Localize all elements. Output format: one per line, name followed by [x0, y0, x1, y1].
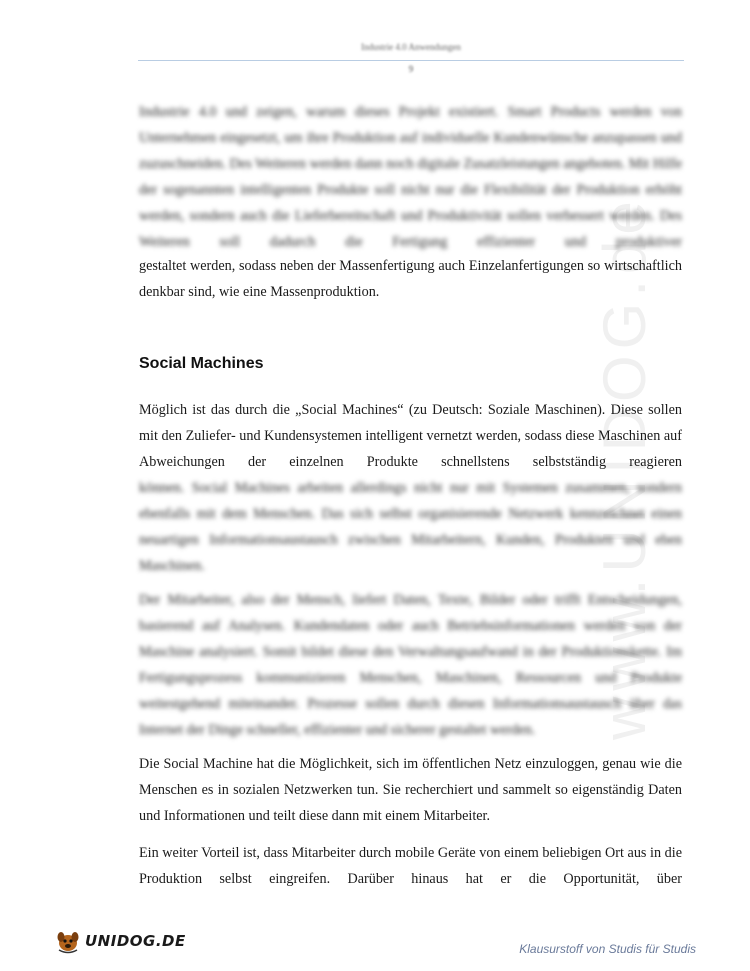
paragraph-intro-visible: gestaltet werden, sodass neben der Massenfertigung auch Einzelanfertigungen so wirtschaftlich denkbar sind, wie eine Massenproduktion.	[139, 258, 682, 300]
paragraph-mobile-devices: Ein weiter Vorteil ist, dass Mitarbeiter durch mobile Geräte von einem beliebigen Ort aus in die Produktion selbst eingreifen. Darüber hinaus hat er die Opportunität, über	[139, 845, 682, 887]
paragraph-social-machines: Möglich ist das durch die „Social Machines“ (zu Deutsch: Soziale Maschinen). Diese sollen mit den Zuliefer- und Kundensystemen intelligent vernetzt werden, sodass diese Maschinen auf Abweichungen der einzelnen Produkte schnellstens selbstständig reagieren	[139, 402, 682, 470]
paragraph-blurred-2: können. Social Machines arbeiten allerdings nicht nur mit Systemen zusammen, sondern ebenfalls mit dem Menschen. Das sich selbst organisierende Netzwerk kennzeichnet einen neuartigen Informationsaustausch zwischen Mitarbeitern, Kunden, Produkten und eben Maschinen.	[139, 480, 682, 574]
watermark: www.UNIDOG.de	[591, 195, 658, 740]
paragraph-social-machine-login: Die Social Machine hat die Möglichkeit, sich im öffentlichen Netz einzuloggen, genau wie die Menschen es in sozialen Netzwerken tun. Sie recherchiert und sammelt so eigenständig Daten und Informationen und teilt diese dann mit einem Mitarbeiter.	[139, 756, 682, 824]
logo-wordmark: UNIDOG.DE	[85, 932, 186, 950]
footer-tagline: Klausurstoff von Studis für Studis	[519, 942, 696, 956]
section-heading: Social Machines	[139, 355, 264, 372]
footer-logo	[55, 928, 186, 954]
header-rule	[138, 60, 684, 61]
page-number: 9	[408, 64, 414, 74]
paragraph-blurred-1: Industrie 4.0 und zeigen, warum dieses Projekt existiert. Smart Products werden von Unternehmen eingesetzt, um ihre Produktion auf individuelle Kundenwünsche anzupassen und zuzuschneiden. Des Weiteren werden dann noch digitale Zusatzleistungen angeboten. Mit Hilfe der sogenannten intelligenten Produkte soll nicht nur die Flexibilität der Produktion erhöht werden, sondern auch die Lieferbereitschaft und Produktivität sollen verbessert werden. Des Weiteren soll dadurch die Fertigung effizienter und produktiver	[139, 104, 682, 250]
running-header: Industrie 4.0 Anwendungen	[361, 42, 461, 52]
paragraph-blurred-3: Der Mitarbeiter, also der Mensch, liefert Daten, Texte, Bilder oder trifft Entscheidungen, basierend auf Analysen. Kundendaten oder auch Betriebsinformationen werden von der Maschine analysiert. Somit bildet diese den Verwaltungsaufwand in der Produktionskette. Im Fertigungsprozess kommunizieren Menschen, Maschinen, Ressourcen und Produkte weitestgehend miteinander. Prozesse sollen durch diesen Informationsaustausch über das Internet der Dinge schneller, effizienter und sicherer gestaltet werden.	[139, 592, 682, 738]
dog-mascot-icon	[55, 928, 81, 954]
